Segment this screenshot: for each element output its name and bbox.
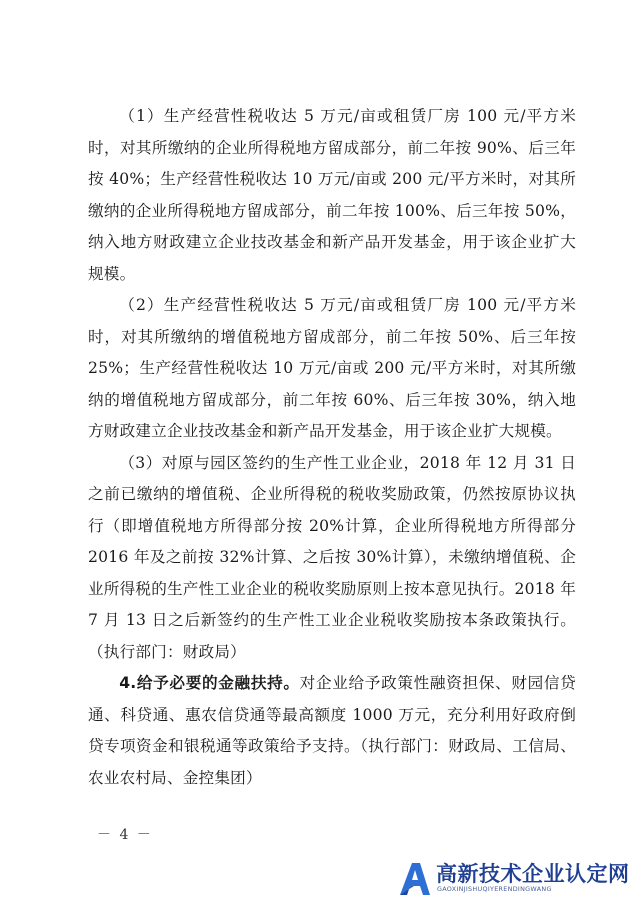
section-4-heading: 4.给予必要的金融扶持。: [119, 674, 300, 692]
document-body: [88, 101, 576, 794]
watermark-subtitle: GAOXINJISHUQIYERENDINGWANG: [437, 885, 552, 893]
watermark-title: 高新技术企业认定网: [436, 862, 630, 886]
site-watermark: [398, 855, 638, 903]
section-4-body: 对企业给予政策性融资担保、财园信贷通、科贷通、惠农信贷通等最高额度 1000 万元，充分利用好政府倒贷专项资金和银税通等政策给予支持。（执行部门：财政局、工信局、农业农村局、金控集团）: [88, 674, 576, 787]
logo-a-icon: [398, 859, 432, 897]
page-number: － 4 －: [97, 827, 153, 843]
paragraph-item-1: （1）生产经营性税收达 5 万元/亩或租赁厂房 100 元/平方米时，对其所缴纳的企业所得税地方留成部分，前二年按 90%、后三年按 40%；生产经营性税收达 10 万元/亩或 200 元/平方米时，对其所缴纳的企业所得税地方留成部分，前二年按 100%、后三年按 50%，纳入地方财政建立企业技改基金和新产品开发基金，用于该企业扩大规模。: [88, 107, 576, 283]
paragraph-section-4: [88, 668, 576, 794]
paragraph-item-2: （2）生产经营性税收达 5 万元/亩或租赁厂房 100 元/平方米时，对其所缴纳的增值税地方留成部分，前二年按 50%、后三年按 25%；生产经营性税收达 10 万元/亩或 200 元/平方米时，对其所缴纳的增值税地方留成部分，前二年按 60%、后三年按 30%，纳入地方财政建立企业技改基金和新产品开发基金，用于该企业扩大规模。: [88, 296, 576, 440]
paragraph-item-3: （3）对原与园区签约的生产性工业企业，2018 年 12 月 31 日之前已缴纳的增值税、企业所得税的税收奖励政策，仍然按原协议执行（即增值税地方所得部分按 20%计算，企业所得税地方所得部分 2016 年及之前按 32%计算、之后按 30%计算），未缴纳增值税、企业所得税的生产性工业企业的税收奖励原则上按本意见执行。2018 年 7 月 13 日之后新签约的生产性工业企业税收奖励按本条政策执行。（执行部门：财政局）: [88, 453, 576, 661]
